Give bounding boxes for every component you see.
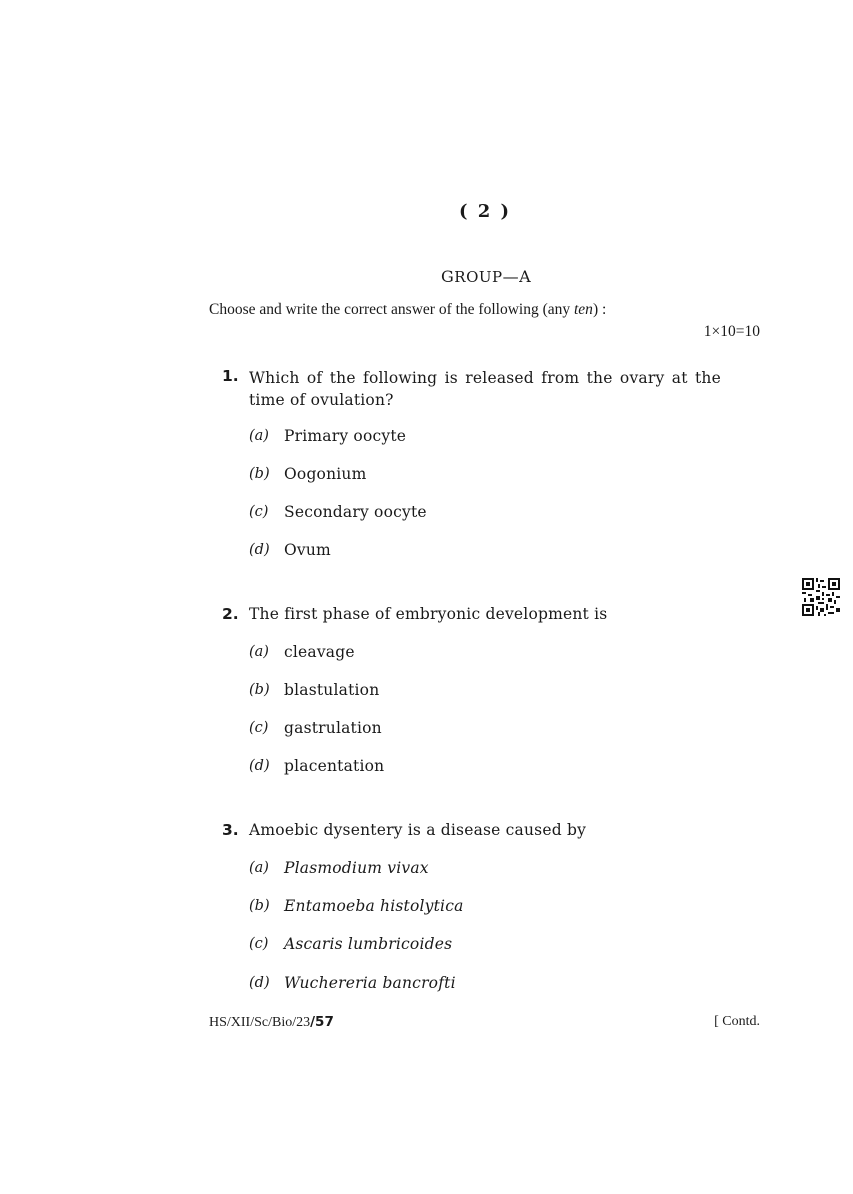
group-heading (441, 267, 531, 286)
qr-code-icon (802, 578, 840, 616)
instruction (209, 301, 606, 319)
paper-code-number: /57 (310, 1014, 334, 1030)
option-label: (a) (249, 860, 269, 876)
option-text: Ascaris lumbricoides (284, 935, 453, 953)
option-label: (d) (249, 975, 270, 991)
option-label: (b) (249, 466, 270, 482)
option-label: (a) (249, 644, 269, 660)
paper-code-text: HS/XII/Sc/Bio/23 (209, 1015, 311, 1030)
option-text: Entamoeba histolytica (284, 897, 464, 915)
group-heading-suffix: —A (502, 267, 532, 286)
instruction-text-end: ) : (592, 301, 607, 318)
option-text: Ovum (284, 541, 331, 559)
option-text: blastulation (284, 681, 380, 699)
option-label: (c) (249, 936, 269, 952)
option-label: (d) (249, 542, 270, 558)
question-number: 1. (222, 367, 239, 385)
group-heading-initial: G (441, 267, 455, 286)
group-heading-rest: ROUP (454, 268, 503, 286)
page-number: ( 2 ) (458, 201, 512, 222)
option-text: placentation (284, 757, 385, 775)
option-label: (c) (249, 720, 269, 736)
option-text: Oogonium (284, 465, 367, 483)
paper-code (209, 1014, 334, 1031)
instruction-text: Choose and write the correct answer of the following (any (209, 301, 574, 318)
option-label: (c) (249, 504, 269, 520)
question-number: 2. (222, 605, 239, 623)
question-text: The first phase of embryonic development is (249, 605, 608, 623)
option-text: Wuchereria bancrofti (284, 974, 456, 992)
option-text: cleavage (284, 643, 355, 661)
option-text: gastrulation (284, 719, 382, 737)
question-text: Which of the following is released from the ovary at the time of ovulation? (249, 369, 721, 409)
option-text: Secondary oocyte (284, 503, 427, 521)
instruction-emphasis: ten (574, 301, 593, 318)
question-number: 3. (222, 821, 239, 839)
option-label: (b) (249, 682, 270, 698)
option-text: Primary oocyte (284, 427, 407, 445)
marks-allocation: 1×10=10 (703, 323, 760, 340)
option-text: Plasmodium vivax (284, 859, 429, 877)
option-label: (d) (249, 758, 270, 774)
option-label: (a) (249, 428, 269, 444)
question-text: Amoebic dysentery is a disease caused by (249, 821, 587, 839)
option-label: (b) (249, 898, 270, 914)
continued-marker: [ Contd. (714, 1014, 760, 1029)
